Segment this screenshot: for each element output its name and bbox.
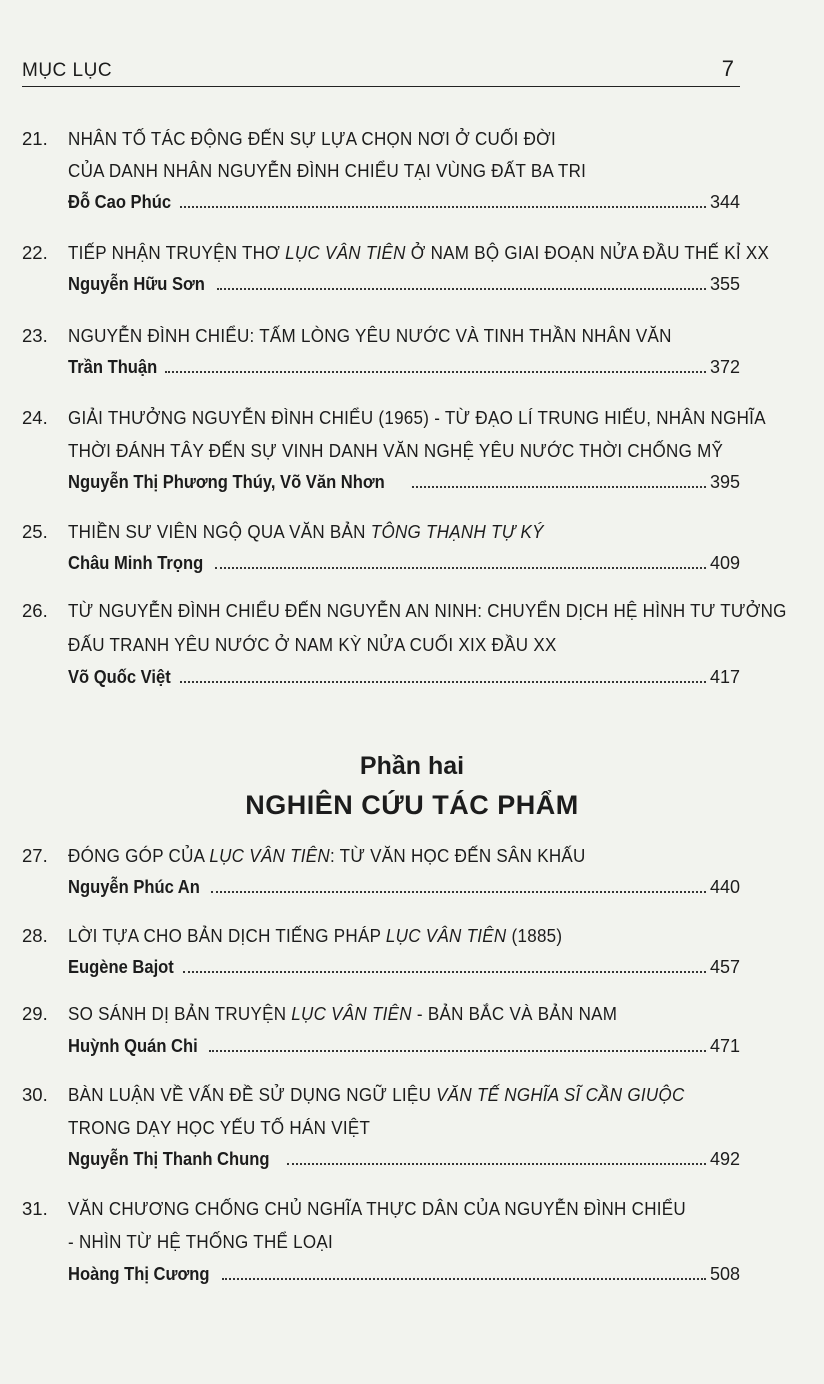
entry-author: Nguyễn Phúc An xyxy=(68,877,200,897)
dot-leader xyxy=(211,890,706,893)
entry-number: 22. xyxy=(22,242,48,263)
page-header xyxy=(22,52,740,87)
entry-number: 31. xyxy=(22,1198,48,1219)
entry-title-line1: SO SÁNH DỊ BẢN TRUYỆN LỤC VÂN TIÊN - BẢN BẮC VÀ BẢN NAM xyxy=(68,1003,618,1024)
entry-title-line1: NHÂN TỐ TÁC ĐỘNG ĐẾN SỰ LỰA CHỌN NƠI Ở CUỐI ĐỜI xyxy=(68,128,557,149)
entry-title-line2: ĐẤU TRANH YÊU NƯỚC Ở NAM KỲ NỬA CUỐI XIX ĐẦU XX xyxy=(68,634,557,655)
entry-page: 355 xyxy=(709,274,740,294)
dot-leader xyxy=(180,205,706,208)
entry-number: 30. xyxy=(22,1084,48,1105)
entry-page: 457 xyxy=(709,957,740,977)
entry-title-line1: VĂN CHƯƠNG CHỐNG CHỦ NGHĨA THỰC DÂN CỦA NGUYỄN ĐÌNH CHIỂU xyxy=(68,1198,686,1219)
entry-author-row xyxy=(68,957,740,978)
entry-page: 344 xyxy=(709,192,740,212)
entry-title-line1: TỪ NGUYỄN ĐÌNH CHIỂU ĐẾN NGUYỄN AN NINH: CHUYỂN DỊCH HỆ HÌNH TƯ TƯỞNG xyxy=(68,600,787,621)
entry-page: 440 xyxy=(709,877,740,897)
entry-page: 417 xyxy=(709,667,740,687)
entry-author-row xyxy=(68,1036,740,1057)
entry-page: 395 xyxy=(709,472,740,492)
dot-leader xyxy=(222,1277,706,1280)
page-number: 7 xyxy=(721,56,734,81)
entry-author: Võ Quốc Việt xyxy=(68,667,171,687)
entry-title-line1: TIẾP NHẬN TRUYỆN THƠ LỤC VÂN TIÊN Ở NAM BỘ GIAI ĐOẠN NỬA ĐẦU THẾ KỈ XX xyxy=(68,242,770,263)
entry-number: 25. xyxy=(22,521,48,542)
dot-leader xyxy=(287,1162,706,1165)
dot-leader xyxy=(412,485,706,488)
entry-number: 27. xyxy=(22,845,48,866)
entry-author-row xyxy=(68,1264,740,1285)
entry-page: 372 xyxy=(709,357,740,377)
dot-leader xyxy=(209,1049,706,1052)
entry-author-row xyxy=(68,877,740,898)
entry-title-line1: ĐÓNG GÓP CỦA LỤC VÂN TIÊN: TỪ VĂN HỌC ĐẾN SÂN KHẤU xyxy=(68,845,586,866)
entry-author-row xyxy=(68,357,740,378)
entry-author-row xyxy=(68,274,740,295)
entry-author: Eugène Bajot xyxy=(68,957,174,977)
entry-number: 28. xyxy=(22,925,48,946)
entry-author-row xyxy=(68,553,740,574)
entry-author: Nguyễn Thị Thanh Chung xyxy=(68,1149,270,1169)
entry-page: 409 xyxy=(709,553,740,573)
entry-title-line2: CỦA DANH NHÂN NGUYỄN ĐÌNH CHIỂU TẠI VÙNG ĐẤT BA TRI xyxy=(68,160,587,181)
entry-title-line1: LỜI TỰA CHO BẢN DỊCH TIẾNG PHÁP LỤC VÂN TIÊN (1885) xyxy=(68,925,563,946)
dot-leader xyxy=(217,287,706,290)
dot-leader xyxy=(165,370,706,373)
entry-author: Hoàng Thị Cương xyxy=(68,1264,210,1284)
entry-author: Huỳnh Quán Chi xyxy=(68,1036,198,1056)
entry-author-row xyxy=(68,1149,740,1170)
entry-author: Trần Thuận xyxy=(68,357,158,377)
entry-number: 21. xyxy=(22,128,48,149)
entry-title-line2: - NHÌN TỪ HỆ THỐNG THỂ LOẠI xyxy=(68,1231,334,1252)
entry-page: 492 xyxy=(709,1149,740,1169)
entry-page: 508 xyxy=(709,1264,740,1284)
entry-number: 23. xyxy=(22,325,48,346)
dot-leader xyxy=(215,566,706,569)
dot-leader xyxy=(180,680,706,683)
entry-title-line1: THIỀN SƯ VIÊN NGỘ QUA VĂN BẢN TÔNG THẠNH TỰ KÝ xyxy=(68,521,544,542)
entry-author: Nguyễn Hữu Sơn xyxy=(68,274,205,294)
dot-leader xyxy=(183,970,706,973)
part-label: Phần hai xyxy=(359,752,465,780)
header-title: MỤC LỤC xyxy=(22,60,113,81)
entry-author: Đỗ Cao Phúc xyxy=(68,192,172,212)
entry-number: 29. xyxy=(22,1003,48,1024)
entry-title-line1: NGUYỄN ĐÌNH CHIỂU: TẤM LÒNG YÊU NƯỚC VÀ TINH THẦN NHÂN VĂN xyxy=(68,325,672,346)
entry-author: Châu Minh Trọng xyxy=(68,553,204,573)
entry-title-line1: BÀN LUẬN VỀ VẤN ĐỀ SỬ DỤNG NGỮ LIỆU VĂN TẾ NGHĨA SĨ CẦN GIUỘC xyxy=(68,1084,685,1105)
entry-author-row xyxy=(68,667,740,688)
entry-title-line2: THỜI ĐÁNH TÂY ĐẾN SỰ VINH DANH VĂN NGHỆ YÊU NƯỚC THỜI CHỐNG MỸ xyxy=(68,440,724,461)
entry-number: 24. xyxy=(22,407,48,428)
entry-title-line2: TRONG DẠY HỌC YẾU TỐ HÁN VIỆT xyxy=(68,1117,371,1138)
entry-author-row xyxy=(68,472,740,493)
entry-author-row xyxy=(68,192,740,213)
entry-page: 471 xyxy=(709,1036,740,1056)
entry-number: 26. xyxy=(22,600,48,621)
entry-title-line1: GIẢI THƯỞNG NGUYỄN ĐÌNH CHIỂU (1965) - TỪ ĐẠO LÍ TRUNG HIẾU, NHÂN NGHĨA xyxy=(68,407,766,428)
entry-author: Nguyễn Thị Phương Thúy, Võ Văn Nhơn xyxy=(68,472,385,492)
part-title: NGHIÊN CỨU TÁC PHẨM xyxy=(245,790,579,820)
